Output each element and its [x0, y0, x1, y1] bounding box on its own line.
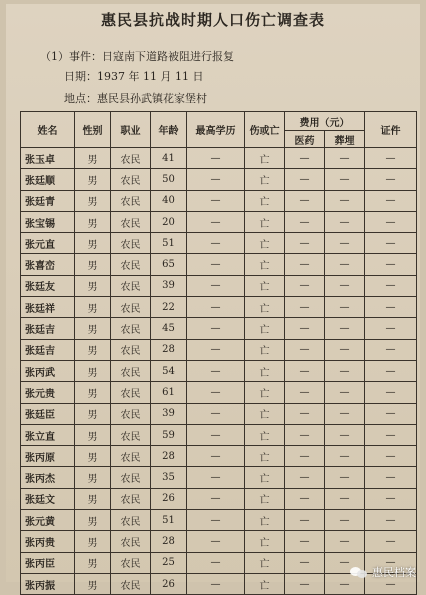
cell-status: 亡 — [245, 573, 285, 594]
cell-status: 亡 — [245, 190, 285, 211]
cell-name: 张廷臣 — [21, 403, 75, 424]
cell-status: 亡 — [245, 424, 285, 445]
cell-occupation: 农民 — [111, 339, 151, 360]
table-row — [21, 360, 417, 381]
table-row — [21, 339, 417, 360]
table-row — [21, 510, 417, 531]
cell-certificate: — — [365, 552, 417, 573]
cell-name: 张廷吉 — [21, 318, 75, 339]
cell-occupation: 农民 — [111, 297, 151, 318]
cell-name: 张廷祥 — [21, 297, 75, 318]
cell-medical: — — [285, 531, 325, 552]
cell-burial: — — [325, 275, 365, 296]
cell-occupation: 农民 — [111, 403, 151, 424]
cell-medical: — — [285, 254, 325, 275]
cell-burial: — — [325, 403, 365, 424]
cell-occupation: 农民 — [111, 510, 151, 531]
cell-certificate: — — [365, 446, 417, 467]
cell-name: 张廷吉 — [21, 339, 75, 360]
cell-status: 亡 — [245, 531, 285, 552]
cell-occupation: 农民 — [111, 211, 151, 232]
cell-age: 26 — [151, 488, 187, 509]
cell-occupation: 农民 — [111, 531, 151, 552]
place-line: 地点：惠民县孙武镇花家堡村 — [64, 92, 207, 105]
cell-certificate: — — [365, 211, 417, 232]
cell-medical: — — [285, 233, 325, 254]
cell-age: 28 — [151, 446, 187, 467]
cell-medical: — — [285, 190, 325, 211]
cell-status: 亡 — [245, 382, 285, 403]
cell-certificate: — — [365, 297, 417, 318]
cell-medical: — — [285, 318, 325, 339]
cell-burial: — — [325, 169, 365, 190]
cell-occupation: 农民 — [111, 446, 151, 467]
cell-medical: — — [285, 424, 325, 445]
cell-certificate: — — [365, 169, 417, 190]
cell-age: 28 — [151, 531, 187, 552]
cell-name: 张丙臣 — [21, 552, 75, 573]
table-row — [21, 297, 417, 318]
cell-certificate: — — [365, 382, 417, 403]
cell-gender: 男 — [75, 446, 111, 467]
cell-burial: — — [325, 254, 365, 275]
cell-occupation: 农民 — [111, 360, 151, 381]
cell-age: 25 — [151, 552, 187, 573]
cell-certificate: — — [365, 275, 417, 296]
table-row — [21, 190, 417, 211]
cell-gender: 男 — [75, 573, 111, 594]
header-age: 年龄 — [151, 112, 187, 148]
cell-education: — — [187, 446, 245, 467]
cell-status: 亡 — [245, 510, 285, 531]
cell-medical: — — [285, 552, 325, 573]
cell-gender: 男 — [75, 424, 111, 445]
cell-age: 59 — [151, 424, 187, 445]
cell-education: — — [187, 467, 245, 488]
cell-name: 张宝锡 — [21, 211, 75, 232]
cell-medical: — — [285, 382, 325, 403]
cell-occupation: 农民 — [111, 148, 151, 169]
cell-name: 张廷友 — [21, 275, 75, 296]
cell-education: — — [187, 552, 245, 573]
cell-age: 35 — [151, 467, 187, 488]
cell-status: 亡 — [245, 403, 285, 424]
cell-burial: — — [325, 446, 365, 467]
cell-gender: 男 — [75, 403, 111, 424]
cell-occupation: 农民 — [111, 254, 151, 275]
cell-education: — — [187, 573, 245, 594]
cell-education: — — [187, 510, 245, 531]
cell-certificate: — — [365, 190, 417, 211]
cell-status: 亡 — [245, 148, 285, 169]
cell-name: 张丙振 — [21, 573, 75, 594]
cell-gender: 男 — [75, 382, 111, 403]
cell-burial: — — [325, 382, 365, 403]
cell-status: 亡 — [245, 169, 285, 190]
header-burial: 葬埋 — [325, 131, 365, 148]
cell-certificate: — — [365, 573, 417, 594]
table-row — [21, 148, 417, 169]
cell-gender: 男 — [75, 360, 111, 381]
header-gender: 性别 — [75, 112, 111, 148]
cell-burial: — — [325, 211, 365, 232]
cell-gender: 男 — [75, 190, 111, 211]
cell-age: 45 — [151, 318, 187, 339]
cell-certificate: — — [365, 488, 417, 509]
cell-occupation: 农民 — [111, 169, 151, 190]
table-row — [21, 275, 417, 296]
cell-status: 亡 — [245, 552, 285, 573]
cell-name: 张丙原 — [21, 446, 75, 467]
header-education: 最高学历 — [187, 112, 245, 148]
cell-name: 张元直 — [21, 233, 75, 254]
cell-name: 张廷顺 — [21, 169, 75, 190]
cell-education: — — [187, 339, 245, 360]
table-row — [21, 318, 417, 339]
cell-education: — — [187, 190, 245, 211]
cell-certificate: — — [365, 318, 417, 339]
cell-age: 51 — [151, 510, 187, 531]
cell-gender: 男 — [75, 467, 111, 488]
cell-medical: — — [285, 446, 325, 467]
cell-status: 亡 — [245, 275, 285, 296]
header-status: 伤或亡 — [245, 112, 285, 148]
cell-education: — — [187, 318, 245, 339]
table-row — [21, 446, 417, 467]
cell-medical: — — [285, 297, 325, 318]
cell-age: 39 — [151, 275, 187, 296]
cell-burial: — — [325, 424, 365, 445]
cell-certificate: — — [365, 403, 417, 424]
cell-certificate: — — [365, 148, 417, 169]
cell-burial: — — [325, 148, 365, 169]
event-line: （1）事件：日寇南下道路被阻进行报复 — [40, 50, 234, 63]
cell-gender: 男 — [75, 339, 111, 360]
cell-status: 亡 — [245, 446, 285, 467]
table-row — [21, 382, 417, 403]
cell-education: — — [187, 360, 245, 381]
cell-medical: — — [285, 211, 325, 232]
cell-gender: 男 — [75, 233, 111, 254]
table-row — [21, 467, 417, 488]
cell-age: 65 — [151, 254, 187, 275]
cell-gender: 男 — [75, 510, 111, 531]
cell-occupation: 农民 — [111, 488, 151, 509]
table-row — [21, 531, 417, 552]
cell-certificate: — — [365, 531, 417, 552]
cell-education: — — [187, 254, 245, 275]
cell-status: 亡 — [245, 467, 285, 488]
cell-gender: 男 — [75, 275, 111, 296]
cell-gender: 男 — [75, 148, 111, 169]
page-title: 惠民县抗战时期人口伤亡调查表 — [100, 11, 325, 29]
cell-medical: — — [285, 360, 325, 381]
cell-medical: — — [285, 275, 325, 296]
wechat-icon — [350, 565, 368, 579]
table-row — [21, 403, 417, 424]
cell-medical: — — [285, 339, 325, 360]
cell-gender: 男 — [75, 318, 111, 339]
cell-age: 26 — [151, 573, 187, 594]
cell-burial: — — [325, 573, 365, 594]
casualty-table — [20, 111, 417, 595]
cell-certificate: — — [365, 360, 417, 381]
table-row — [21, 169, 417, 190]
cell-age: 28 — [151, 339, 187, 360]
cell-gender: 男 — [75, 169, 111, 190]
table-row — [21, 211, 417, 232]
cell-age: 39 — [151, 403, 187, 424]
header-medical: 医药 — [285, 131, 325, 148]
cell-status: 亡 — [245, 339, 285, 360]
cell-occupation: 农民 — [111, 552, 151, 573]
cell-education: — — [187, 488, 245, 509]
cell-certificate: — — [365, 424, 417, 445]
cell-medical: — — [285, 467, 325, 488]
cell-name: 张廷青 — [21, 190, 75, 211]
cell-status: 亡 — [245, 297, 285, 318]
cell-certificate: — — [365, 339, 417, 360]
cell-status: 亡 — [245, 488, 285, 509]
cell-burial: — — [325, 488, 365, 509]
cell-gender: 男 — [75, 211, 111, 232]
table-row — [21, 233, 417, 254]
table-body — [21, 148, 417, 595]
cell-burial: — — [325, 510, 365, 531]
cell-burial: — — [325, 339, 365, 360]
cell-occupation: 农民 — [111, 467, 151, 488]
cell-gender: 男 — [75, 254, 111, 275]
cell-certificate: — — [365, 467, 417, 488]
cell-medical: — — [285, 573, 325, 594]
table-row — [21, 254, 417, 275]
cell-gender: 男 — [75, 297, 111, 318]
cell-name: 张丙贵 — [21, 531, 75, 552]
cell-age: 51 — [151, 233, 187, 254]
cell-education: — — [187, 382, 245, 403]
cell-medical: — — [285, 148, 325, 169]
cell-age: 50 — [151, 169, 187, 190]
cell-certificate: — — [365, 510, 417, 531]
cell-education: — — [187, 424, 245, 445]
cell-occupation: 农民 — [111, 190, 151, 211]
cell-education: — — [187, 403, 245, 424]
cell-status: 亡 — [245, 360, 285, 381]
cell-burial: — — [325, 467, 365, 488]
cell-gender: 男 — [75, 552, 111, 573]
cell-burial: — — [325, 531, 365, 552]
cell-status: 亡 — [245, 233, 285, 254]
cell-occupation: 农民 — [111, 275, 151, 296]
cell-name: 张丙杰 — [21, 467, 75, 488]
cell-burial: — — [325, 233, 365, 254]
cell-burial: — — [325, 360, 365, 381]
cell-occupation: 农民 — [111, 318, 151, 339]
cell-age: 41 — [151, 148, 187, 169]
table-row — [21, 488, 417, 509]
cell-age: 61 — [151, 382, 187, 403]
cell-occupation: 农民 — [111, 382, 151, 403]
cell-name: 张元贵 — [21, 382, 75, 403]
cell-burial: — — [325, 297, 365, 318]
cell-status: 亡 — [245, 318, 285, 339]
cell-name: 张喜峦 — [21, 254, 75, 275]
cell-occupation: 农民 — [111, 573, 151, 594]
cell-burial: — — [325, 552, 365, 573]
cell-medical: — — [285, 403, 325, 424]
cell-name: 张玉卓 — [21, 148, 75, 169]
header-costs: 费用（元） — [285, 112, 365, 131]
cell-education: — — [187, 211, 245, 232]
cell-age: 22 — [151, 297, 187, 318]
watermark-text: 惠民档案 — [372, 566, 416, 579]
cell-medical: — — [285, 510, 325, 531]
cell-medical: — — [285, 169, 325, 190]
cell-medical: — — [285, 488, 325, 509]
header-occupation: 职业 — [111, 112, 151, 148]
cell-name: 张廷文 — [21, 488, 75, 509]
cell-age: 54 — [151, 360, 187, 381]
cell-name: 张立直 — [21, 424, 75, 445]
cell-burial: — — [325, 190, 365, 211]
cell-education: — — [187, 297, 245, 318]
cell-gender: 男 — [75, 531, 111, 552]
cell-age: 20 — [151, 211, 187, 232]
cell-education: — — [187, 233, 245, 254]
cell-education: — — [187, 275, 245, 296]
watermark — [350, 564, 416, 580]
table-header-row — [21, 112, 417, 131]
cell-education: — — [187, 169, 245, 190]
cell-gender: 男 — [75, 488, 111, 509]
table-row — [21, 424, 417, 445]
cell-name: 张丙武 — [21, 360, 75, 381]
cell-age: 40 — [151, 190, 187, 211]
cell-occupation: 农民 — [111, 233, 151, 254]
cell-burial: — — [325, 318, 365, 339]
cell-name: 张元黄 — [21, 510, 75, 531]
cell-status: 亡 — [245, 254, 285, 275]
header-name: 姓名 — [21, 112, 75, 148]
cell-certificate: — — [365, 254, 417, 275]
cell-education: — — [187, 148, 245, 169]
cell-education: — — [187, 531, 245, 552]
cell-status: 亡 — [245, 211, 285, 232]
cell-occupation: 农民 — [111, 424, 151, 445]
date-line: 日期：1937 年 11 月 11 日 — [64, 70, 204, 83]
header-certificate: 证件 — [365, 112, 417, 148]
cell-certificate: — — [365, 233, 417, 254]
